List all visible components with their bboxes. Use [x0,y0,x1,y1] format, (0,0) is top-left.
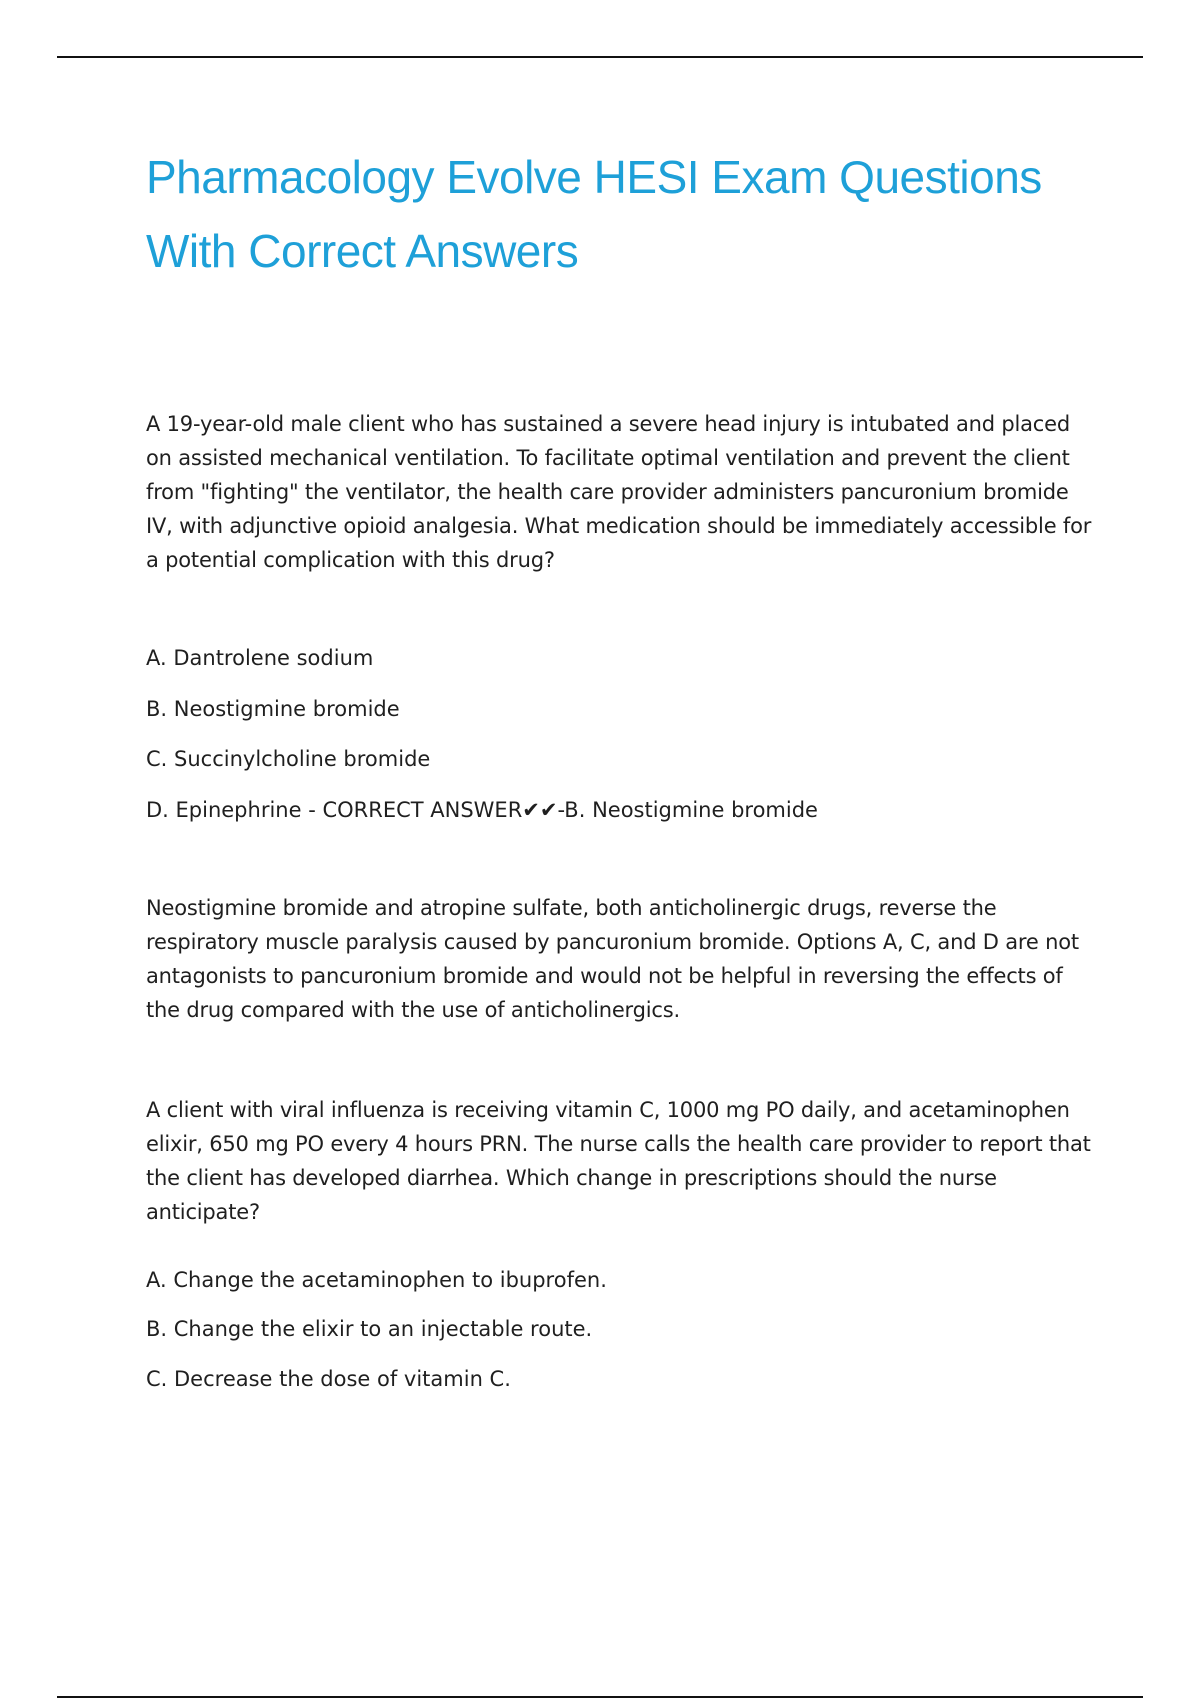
question-1-option-a: A. Dantrolene sodium [146,646,374,670]
question-1-option-c: C. Succinylcholine bromide [146,747,431,771]
question-1-stem: A 19-year-old male client who has sustained a severe head injury is intubated and placed on assisted mechanical ventilation. To facilitate optimal ventilation and prevent the client from "fighting" the ventilator, the health care provider administers pancuronium bromide IV, with adjunctive opioid analgesia. What medication should be immediately accessible for a potential complication with this drug? [146,412,1092,572]
question-2-stem: A client with viral influenza is receiving vitamin C, 1000 mg PO daily, and acetaminophen elixir, 650 mg PO every 4 hours PRN. The nurse calls the health care provider to report that the client has developed diarrhea. Which change in prescriptions should the nurse anticipate? [146,1098,1091,1224]
question-1-option-b: B. Neostigmine bromide [146,697,400,721]
question-2-option-a: A. Change the acetaminophen to ibuprofen. [146,1268,607,1292]
top-divider [57,56,1143,58]
question-2-option-b: B. Change the elixir to an injectable route. [146,1317,593,1341]
bottom-divider [57,1696,1143,1698]
question-2-option-c: C. Decrease the dose of vitamin C. [146,1367,511,1391]
question-1-option-d-with-answer: D. Epinephrine - CORRECT ANSWER✔✔-B. Neostigmine bromide [146,798,818,822]
document-title: Pharmacology Evolve HESI Exam Questions With Correct Answers [146,151,1042,277]
question-1-rationale: Neostigmine bromide and atropine sulfate, both anticholinergic drugs, reverse the respiratory muscle paralysis caused by pancuronium bromide. Options A, C, and D are not antagonists to pancuronium bromide and would not be helpful in reversing the effects of the drug compared with the use of anticholinergics. [146,896,1079,1022]
